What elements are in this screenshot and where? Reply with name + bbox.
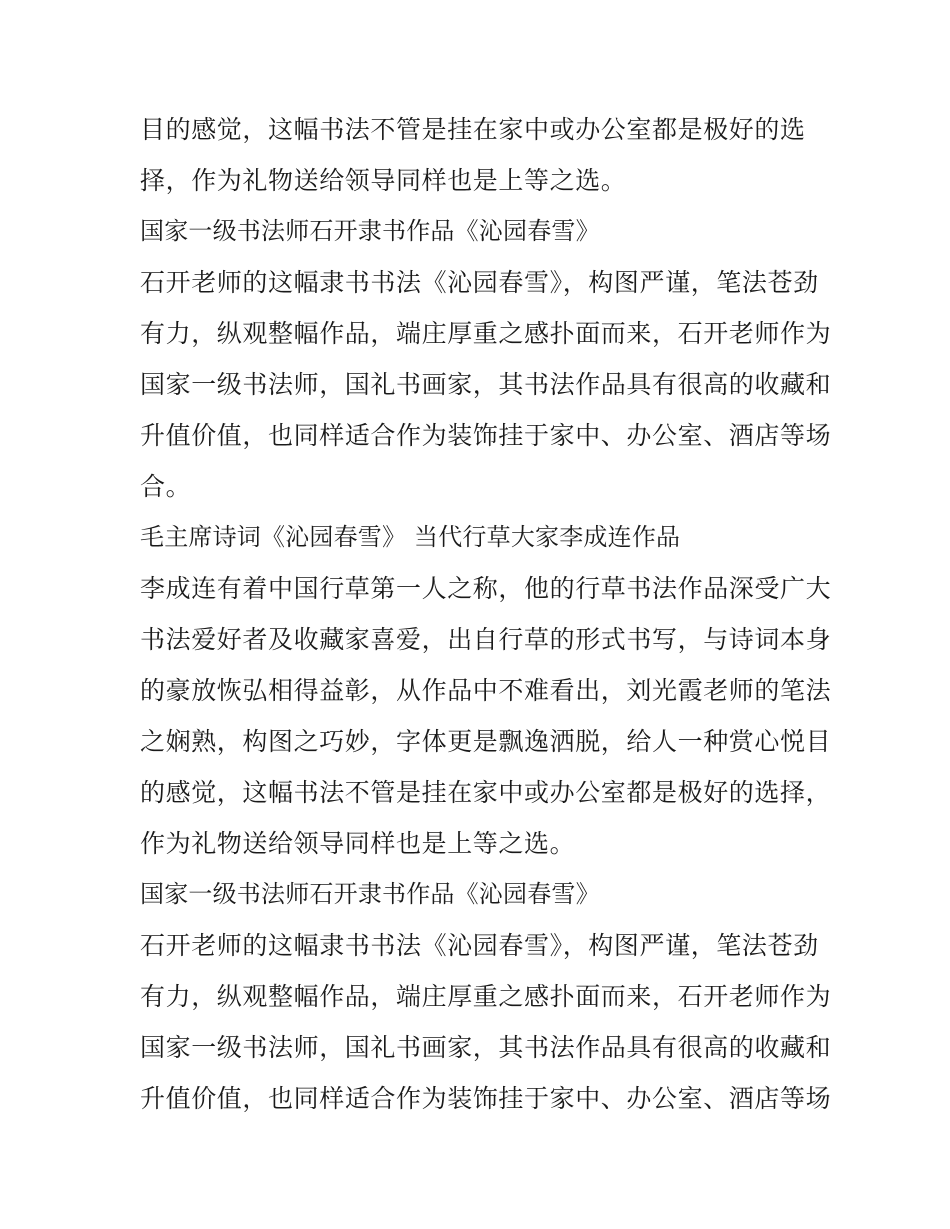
text-line: 合。 [140, 472, 192, 501]
text-line: 之娴熟，构图之巧妙，字体更是飘逸洒脱，给人一种赏心悦目 [140, 727, 832, 756]
text-line: 的豪放恢弘相得益彰，从作品中不难看出，刘光霞老师的笔法 [140, 676, 832, 705]
section-heading: 毛主席诗词《沁园春雪》 当代行草大家李成连作品 [140, 523, 681, 551]
text-line: 作为礼物送给领导同样也是上等之选。 [140, 829, 576, 858]
text-line: 国家一级书法师，国礼书画家，其书法作品具有很高的收藏和 [140, 370, 832, 399]
text-line: 升值价值，也同样适合作为装饰挂于家中、办公室、酒店等场 [140, 1084, 832, 1113]
text-line: 升值价值，也同样适合作为装饰挂于家中、办公室、酒店等场 [140, 421, 832, 450]
document-page [140, 104, 832, 1124]
text-line: 书法爱好者及收藏家喜爱，出自行草的形式书写，与诗词本身 [140, 625, 832, 654]
text-line: 的感觉，这幅书法不管是挂在家中或办公室都是极好的选择， [140, 778, 832, 807]
text-line: 有力，纵观整幅作品，端庄厚重之感扑面而来，石开老师作为 [140, 982, 832, 1011]
text-line: 石开老师的这幅隶书书法《沁园春雪》，构图严谨，笔法苍劲 [140, 931, 819, 960]
section-heading: 国家一级书法师石开隶书作品《沁园春雪》 [140, 880, 600, 908]
text-line: 目的感觉，这幅书法不管是挂在家中或办公室都是极好的选 [140, 115, 806, 144]
text-line: 有力，纵观整幅作品，端庄厚重之感扑面而来，石开老师作为 [140, 319, 832, 348]
section-heading: 国家一级书法师石开隶书作品《沁园春雪》 [140, 217, 600, 245]
text-line: 石开老师的这幅隶书书法《沁园春雪》，构图严谨，笔法苍劲 [140, 268, 819, 297]
text-line: 择，作为礼物送给领导同样也是上等之选。 [140, 166, 627, 195]
text-line: 李成连有着中国行草第一人之称，他的行草书法作品深受广大 [140, 574, 832, 603]
text-line: 国家一级书法师，国礼书画家，其书法作品具有很高的收藏和 [140, 1033, 832, 1062]
